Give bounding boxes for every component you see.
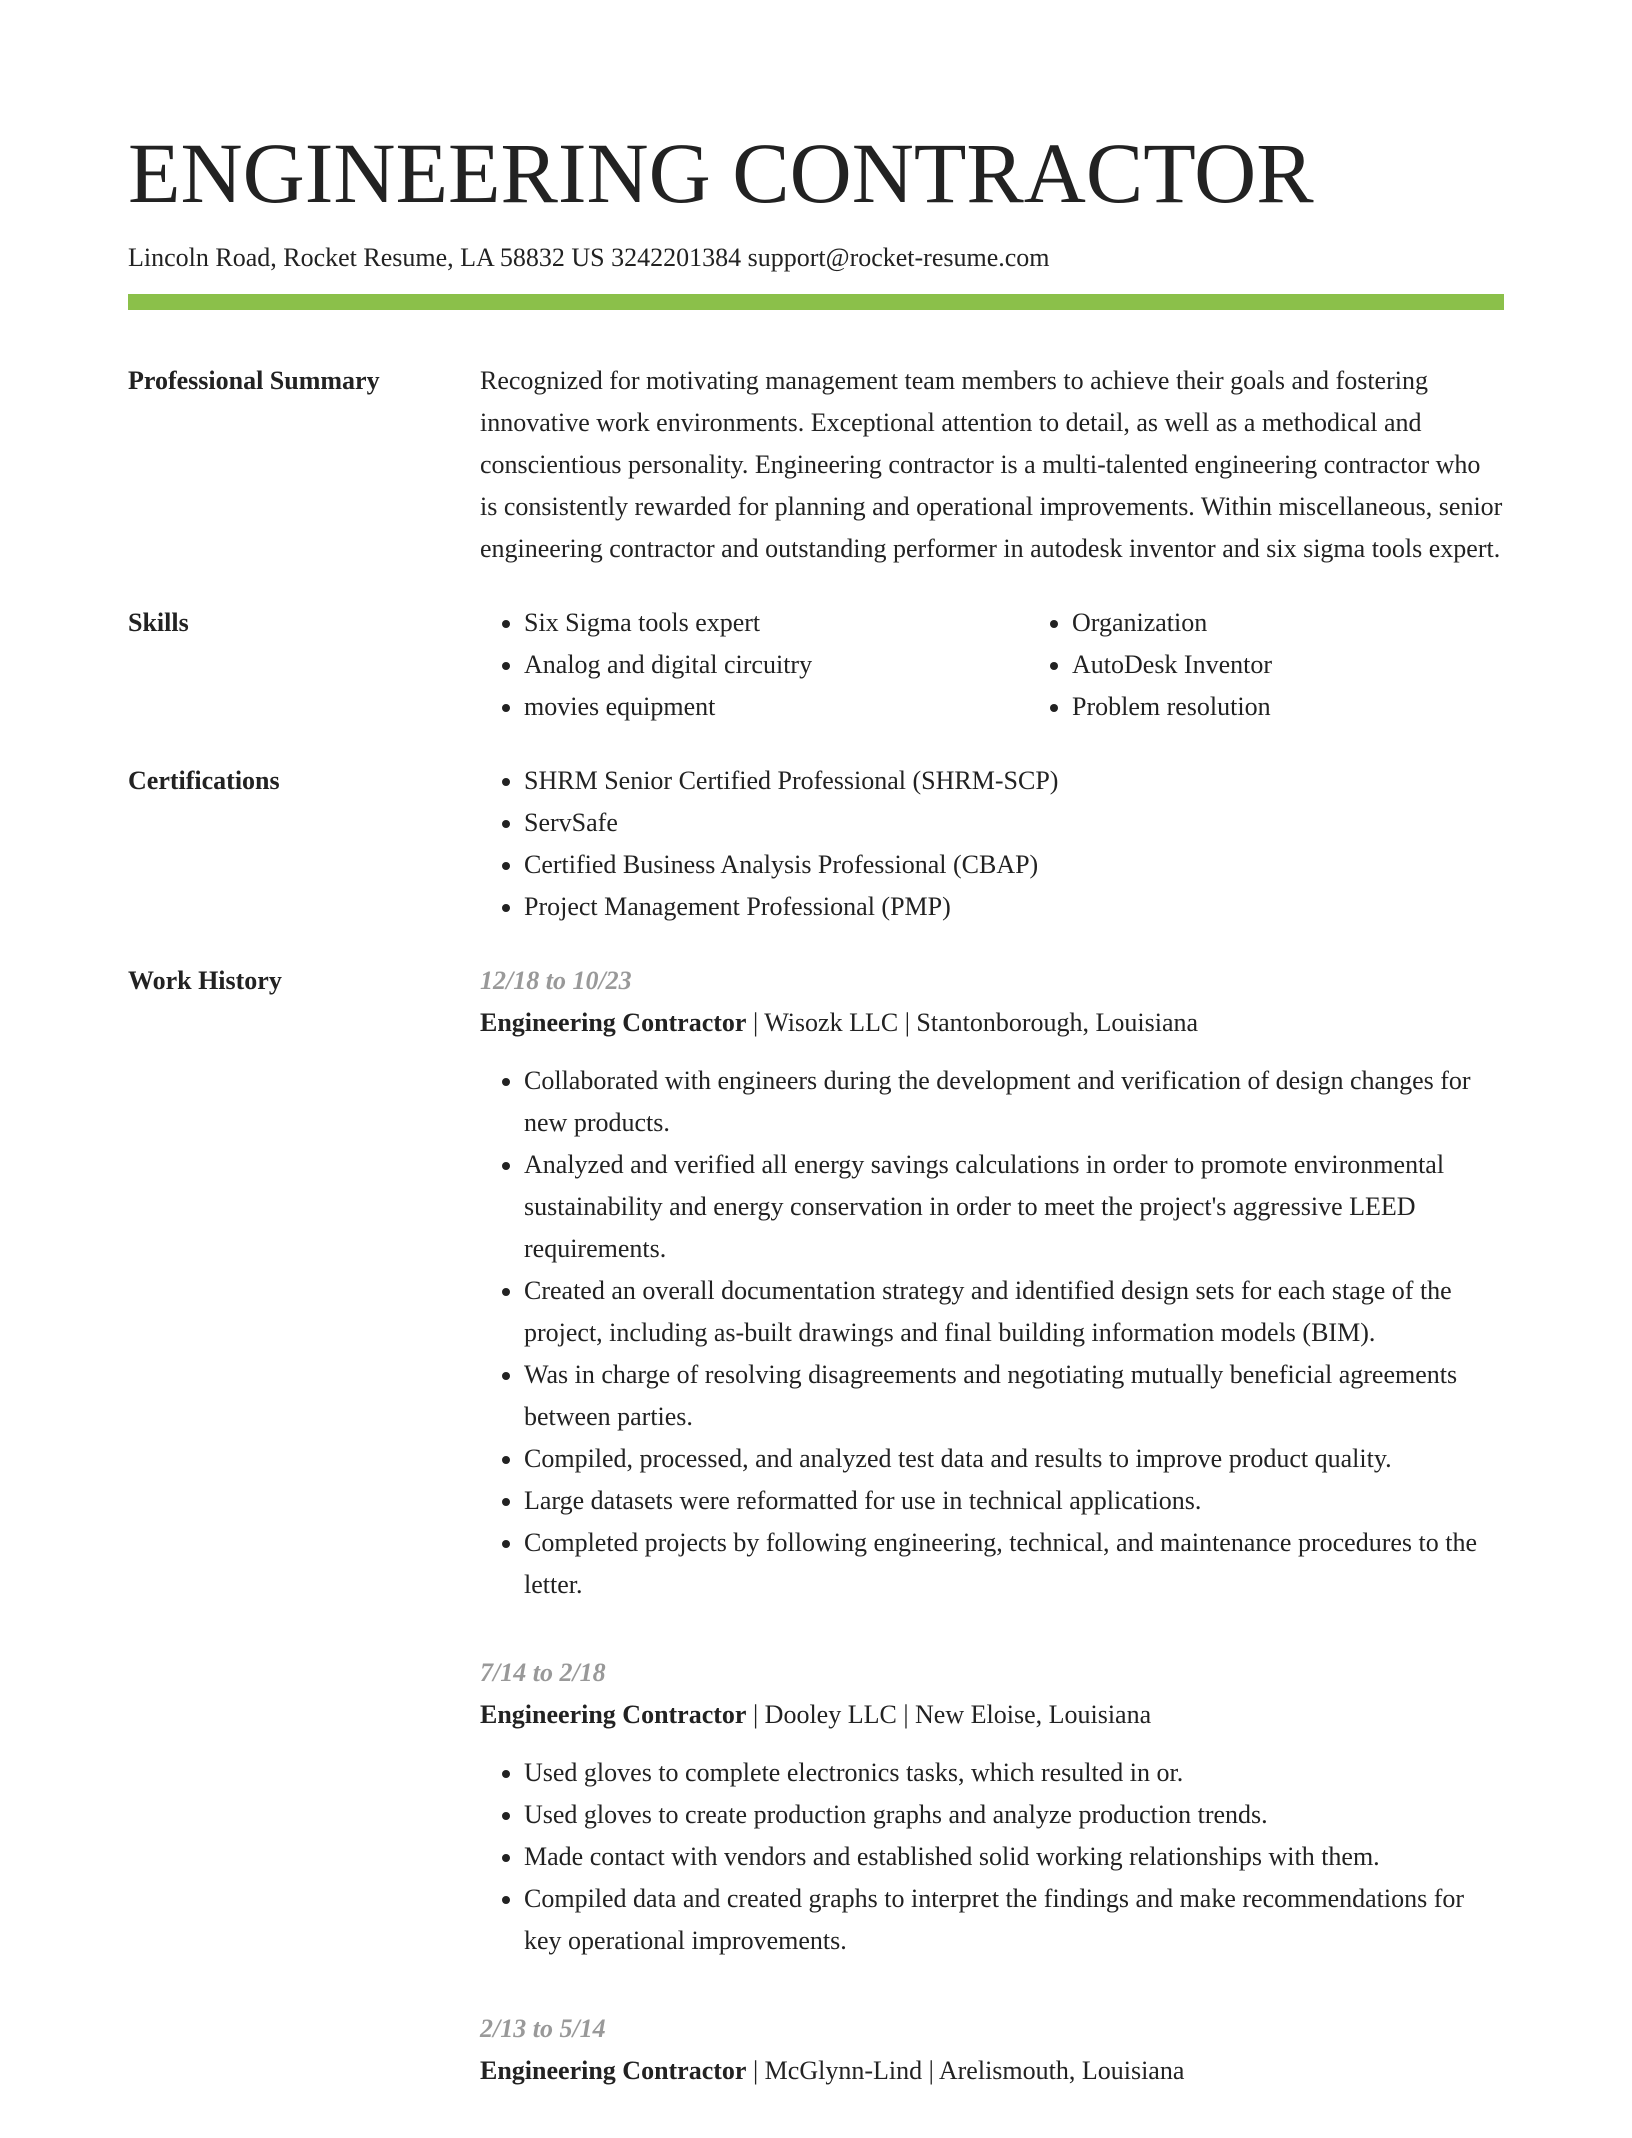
skill-item: • Organization: [1072, 602, 1576, 644]
skill-item: • Problem resolution: [1072, 686, 1576, 728]
job-entry: [480, 2008, 1504, 2092]
job-title: Engineering Contractor: [480, 1700, 747, 1729]
job-dates: 2/13 to 5/14: [480, 2014, 606, 2043]
skills-section: [128, 602, 1504, 728]
certification-item: • Project Management Professional (PMP): [524, 886, 1504, 928]
contact-info: Lincoln Road, Rocket Resume, LA 58832 US 3242201384 support@rocket-resume.com: [128, 243, 1050, 272]
job-bullet: • Large datasets were reformatted for use in technical applications.: [524, 1480, 1504, 1522]
skill-item: • movies equipment: [524, 686, 1028, 728]
skills-list: [480, 602, 1576, 728]
skills-column-left: [480, 602, 1028, 728]
job-bullets: [480, 1752, 1504, 1962]
job-bullet: • Used gloves to create production graphs and analyze production trends.: [524, 1794, 1504, 1836]
certifications-section: [128, 760, 1504, 928]
job-bullet: • Was in charge of resolving disagreements and negotiating mutually beneficial agreements between parties.: [524, 1354, 1504, 1438]
job-bullet: • Completed projects by following engineering, technical, and maintenance procedures to the letter.: [524, 1522, 1504, 1606]
job-title: Engineering Contractor: [480, 1008, 747, 1037]
job-bullet: • Compiled data and created graphs to interpret the findings and make recommendations for key operational improvements.: [524, 1878, 1504, 1962]
job-entry: [480, 960, 1504, 1606]
job-bullets: [480, 1060, 1504, 1606]
skill-item: • Analog and digital circuitry: [524, 644, 1028, 686]
job-bullet: • Used gloves to complete electronics tasks, which resulted in or.: [524, 1752, 1504, 1794]
certification-item: • Certified Business Analysis Professional (CBAP): [524, 844, 1504, 886]
section-label: Professional Summary: [128, 366, 380, 395]
job-title-line: [480, 1694, 1504, 1736]
summary-text: Recognized for motivating management team members to achieve their goals and fostering innovative work environments. Exceptional attention to detail, as well as a methodical and conscientious personality. Engineering contractor is a multi-talented engineering contractor who is consistently rewarded for planning and operational improvements. Within miscellaneous, senior engineering contractor and outstanding performer in autodesk inventor and six sigma tools expert.: [480, 366, 1503, 563]
section-label: Skills: [128, 608, 189, 637]
job-bullet: • Analyzed and verified all energy savings calculations in order to promote environmental sustainability and energy conservation in order to meet the project's aggressive LEED requirements.: [524, 1144, 1504, 1270]
summary-section: [128, 360, 1504, 570]
resume-name: ENGINEERING CONTRACTOR: [128, 125, 1314, 221]
job-dates: 12/18 to 10/23: [480, 966, 632, 995]
skill-item: • AutoDesk Inventor: [1072, 644, 1576, 686]
work-history-section: [128, 960, 1504, 2138]
section-label: Work History: [128, 966, 282, 995]
accent-divider: [128, 294, 1504, 310]
job-title: Engineering Contractor: [480, 2056, 747, 2085]
job-details: | McGlynn-Lind | Arelismouth, Louisiana: [746, 2056, 1185, 2085]
job-dates: 7/14 to 2/18: [480, 1658, 606, 1687]
job-bullet: • Collaborated with engineers during the development and verification of design changes for new products.: [524, 1060, 1504, 1144]
job-details: | Dooley LLC | New Eloise, Louisiana: [746, 1700, 1152, 1729]
job-bullet: • Compiled, processed, and analyzed test data and results to improve product quality.: [524, 1438, 1504, 1480]
skill-item: • Six Sigma tools expert: [524, 602, 1028, 644]
job-bullet: • Made contact with vendors and established solid working relationships with them.: [524, 1836, 1504, 1878]
job-bullet: • Created an overall documentation strategy and identified design sets for each stage of the project, including as-built drawings and final building information models (BIM).: [524, 1270, 1504, 1354]
certification-item: • ServSafe: [524, 802, 1504, 844]
resume-page: [128, 0, 1504, 2138]
skills-column-right: [1028, 602, 1576, 728]
job-entry: [480, 1652, 1504, 1962]
job-title-line: [480, 2050, 1504, 2092]
job-title-line: [480, 1002, 1504, 1044]
certification-item: • SHRM Senior Certified Professional (SHRM-SCP): [524, 760, 1504, 802]
job-details: | Wisozk LLC | Stantonborough, Louisiana: [746, 1008, 1199, 1037]
certifications-list: [480, 760, 1504, 928]
section-label: Certifications: [128, 766, 280, 795]
